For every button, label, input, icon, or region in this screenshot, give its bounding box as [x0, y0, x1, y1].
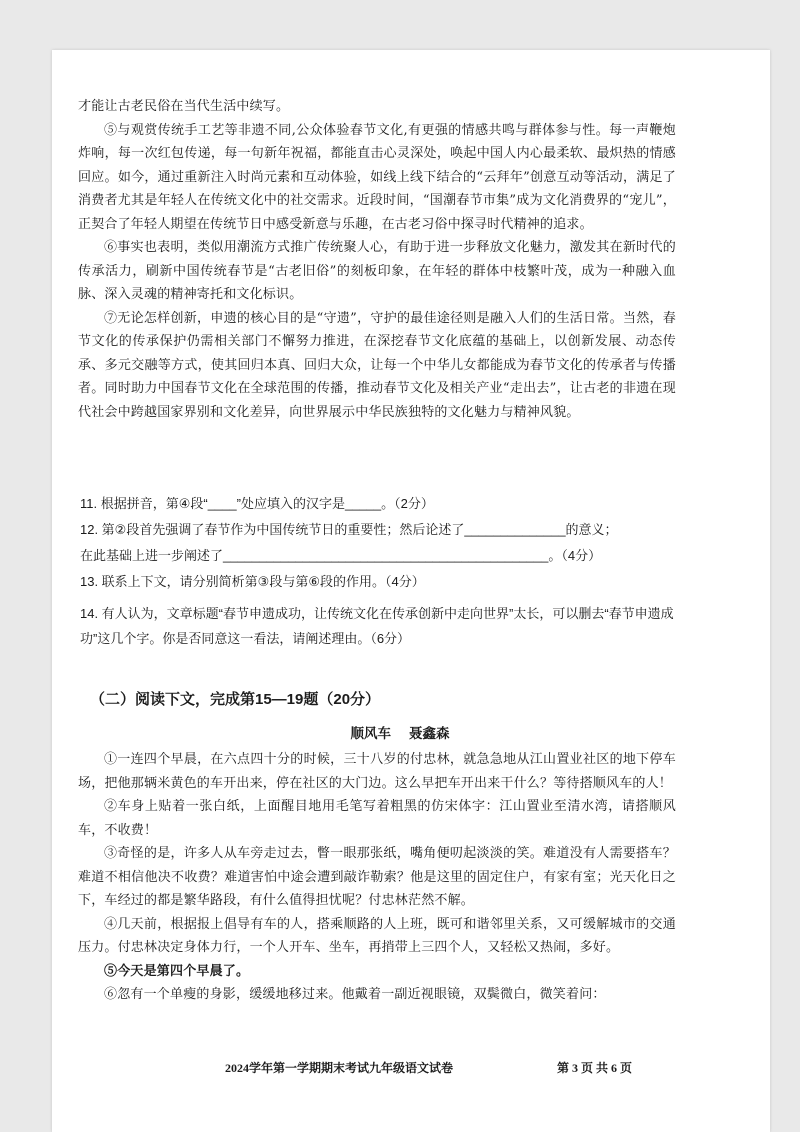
question-11: 11. 根据拼音，第④段“____”处应填入的汉字是_____。（2分）	[80, 496, 434, 511]
paragraph-lead: 才能让古老民俗在当代生活中续写。	[78, 99, 290, 114]
story-body	[78, 748, 676, 1007]
question-12-line2: 在此基础上进一步阐述了_____________________________________________。（4分）	[80, 548, 602, 563]
section-heading: （二）阅读下文，完成第15—19题（20分）	[90, 691, 381, 708]
question-12-line1: 12. 第②段首先强调了春节作为中国传统节日的重要性；然后论述了______________的意义；	[80, 522, 618, 537]
story-paragraph-4: ④几天前，根据报上倡导有车的人，搭乘顺路的人上班，既可和谐邻里关系，又可缓解城市的交通压力。付忠林决定身体力行，一个人开车、坐车，再捎带上三四个人，又轻松又热闹，多好。	[78, 916, 676, 955]
story-title: 顺风车	[350, 726, 391, 742]
story-paragraph-6: ⑥忽有一个单瘦的身影，缓缓地移过来。他戴着一副近视眼镜，双鬓微白，微笑着问：	[104, 987, 606, 1002]
exam-title: 2024学年第一学期期末考试九年级语文试卷	[225, 1061, 454, 1075]
question-13: 13. 联系上下文，请分别简析第③段与第⑥段的作用。（4分）	[80, 574, 425, 589]
page-number: 第 3 页 共 6 页	[557, 1061, 633, 1075]
story-paragraph-2: ②车身上贴着一张白纸，上面醒目地用毛笔写着粗黑的仿宋体字：江山置业至清水湾，请搭顺风车，不收费！	[78, 799, 676, 838]
paragraph-5: ⑤与观赏传统手工艺等非遗不同,公众体验春节文化,有更强的情感共鸣与群体参与性。每一声鞭炮炸响，每一次红包传递，每一句新年祝福，都能直击心灵深处，唤起中国人内心最柔软、最炽热的情感回应。如今，通过重新注入时尚元素和互动体验，如线上线下结合的“云拜年”创意互动等活动，满足了消费者尤其是年轻人在传统文化中的社交需求。近段时间，“国潮春节市集”成为文化消费界的“宠儿”，正契合了年轻人期望在传统节日中感受新意与乐趣，在古老习俗中探寻时代精神的追求。	[78, 122, 676, 232]
story-paragraph-5: ⑤今天是第四个早晨了。	[104, 963, 250, 979]
story-author: 聂鑫森	[409, 726, 450, 742]
story-title-line	[0, 722, 800, 742]
paragraph-6: ⑥事实也表明，类似用潮流方式推广传统聚人心，有助于进一步释放文化魅力，激发其在新时代的传承活力，刷新中国传统春节是“古老旧俗”的刻板印象，在年轻的群体中枝繁叶茂，成为一种融入血脉、深入灵魂的精神寄托和文化标识。	[78, 240, 676, 302]
story-paragraph-1: ①一连四个早晨，在六点四十分的时候，三十八岁的付忠林，就急急地从江山置业社区的地下停车场，把他那辆米黄色的车开出来，停在社区的大门边。这么早把车开出来干什么？等待搭顺风车的人！	[78, 752, 676, 791]
story-paragraph-3: ③奇怪的是，许多人从车旁走过去，瞥一眼那张纸，嘴角便叨起淡淡的笑。难道没有人需要搭车？难道不相信他决不收费？难道害怕中途会遭到敲诈勒索？他是这里的固定住户，有家有室；光天化日之下，车经过的都是繁华路段，有什么值得担忧呢？付忠林茫然不解。	[78, 846, 676, 908]
question-14: 14. 有人认为，文章标题“春节申遗成功，让传统文化在传承创新中走向世界”太长，可以删去“春节申遗成功”这几个字。你是否同意这一看法，请阐述理由。（6分）	[80, 606, 674, 646]
article-continued	[78, 95, 676, 424]
paragraph-7: ⑦无论怎样创新，申遗的核心目的是“守遗”，守护的最佳途径则是融入人们的生活日常。当然，春节文化的传承保护仍需相关部门不懈努力推进，在深挖春节文化底蕴的基础上，以创新发展、动态传承、多元交融等方式，使其回归本真、回归大众，让每一个中华儿女都能成为春节文化的传承者与传播者。同时助力中国春节文化在全球范围的传播，推动春节文化及相关产业“走出去”，让古老的非遗在现代社会中跨越国家界别和文化差异，向世界展示中华民族独特的文化魅力与精神风貌。	[78, 310, 676, 420]
